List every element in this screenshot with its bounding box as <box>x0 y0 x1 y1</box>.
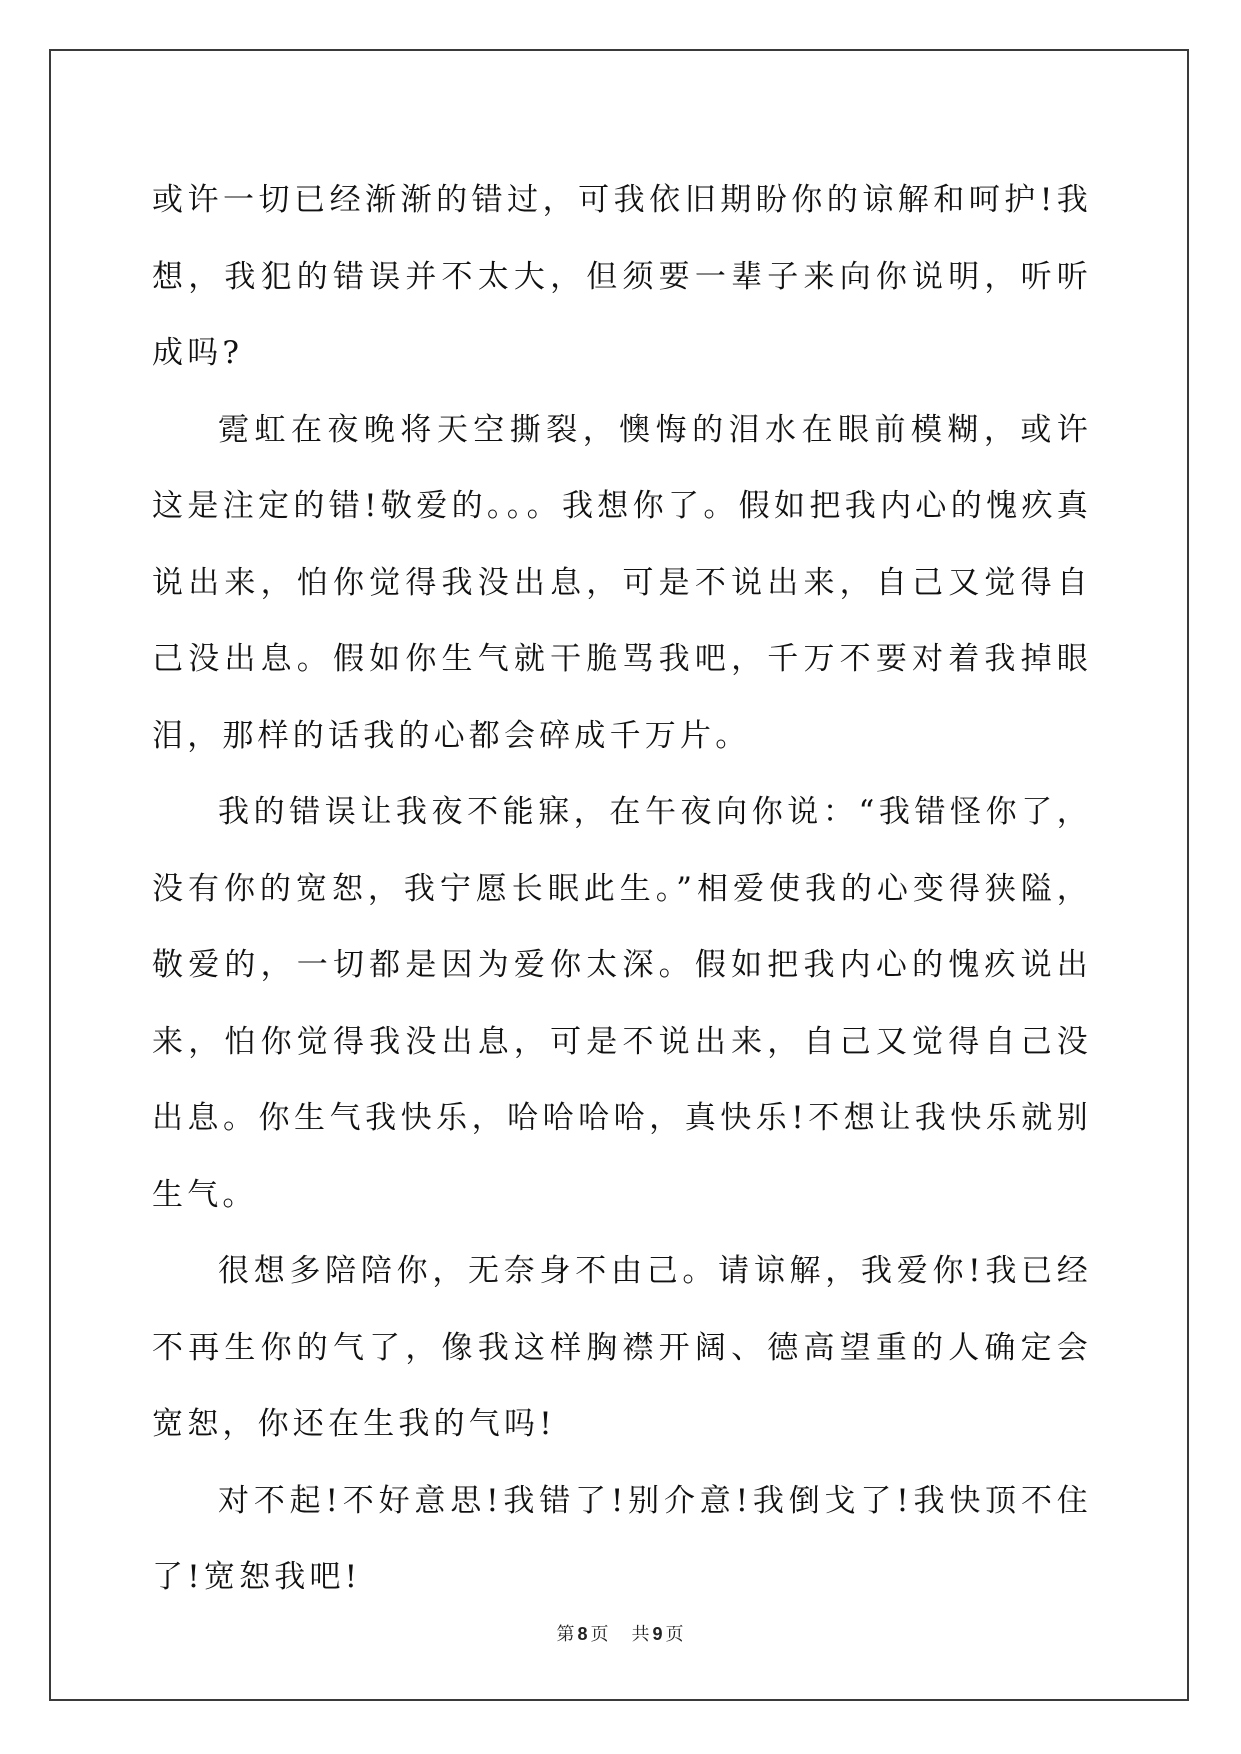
document-body <box>152 162 1092 1616</box>
page-footer <box>0 1620 1241 1646</box>
total-suffix: 页 <box>665 1624 685 1645</box>
page-suffix: 页 <box>590 1624 610 1645</box>
paragraph-3: 我的错误让我夜不能寐，在午夜向你说：“我错怪你了，没有你的宽恕，我宁愿长眠此生。”相爱使我的心变得狭隘，敬爱的，一切都是因为爱你太深。假如把我内心的愧疚说出来，怕你觉得我没出息，可是不说出来，自己又觉得自己没出息。你生气我快乐，哈哈哈哈，真快乐!不想让我快乐就别生气。 <box>152 794 1092 1213</box>
total-pages-number: 9 <box>652 1624 664 1644</box>
total-prefix: 共 <box>631 1624 651 1645</box>
page-prefix: 第 <box>556 1624 576 1645</box>
paragraph-1: 或许一切已经渐渐的错过，可我依旧期盼你的谅解和呵护!我想，我犯的错误并不太大，但须要一辈子来向你说明，听听成吗? <box>152 182 1092 371</box>
paragraph-5: 对不起!不好意思!我错了!别介意!我倒戈了!我快顶不住了!宽恕我吧! <box>152 1482 1092 1595</box>
paragraph-4: 很想多陪陪你，无奈身不由己。请谅解，我爱你!我已经不再生你的气了，像我这样胸襟开阔、德高望重的人确定会宽恕，你还在生我的气吗! <box>152 1253 1092 1442</box>
paragraph-2: 霓虹在夜晚将天空撕裂，懊悔的泪水在眼前模糊，或许这是注定的错!敬爱的。。。我想你了。假如把我内心的愧疚真说出来，怕你觉得我没出息，可是不说出来，自己又觉得自己没出息。假如你生气就干脆骂我吧，千万不要对着我掉眼泪，那样的话我的心都会碎成千万片。 <box>152 411 1092 754</box>
current-page-number: 8 <box>577 1624 589 1644</box>
